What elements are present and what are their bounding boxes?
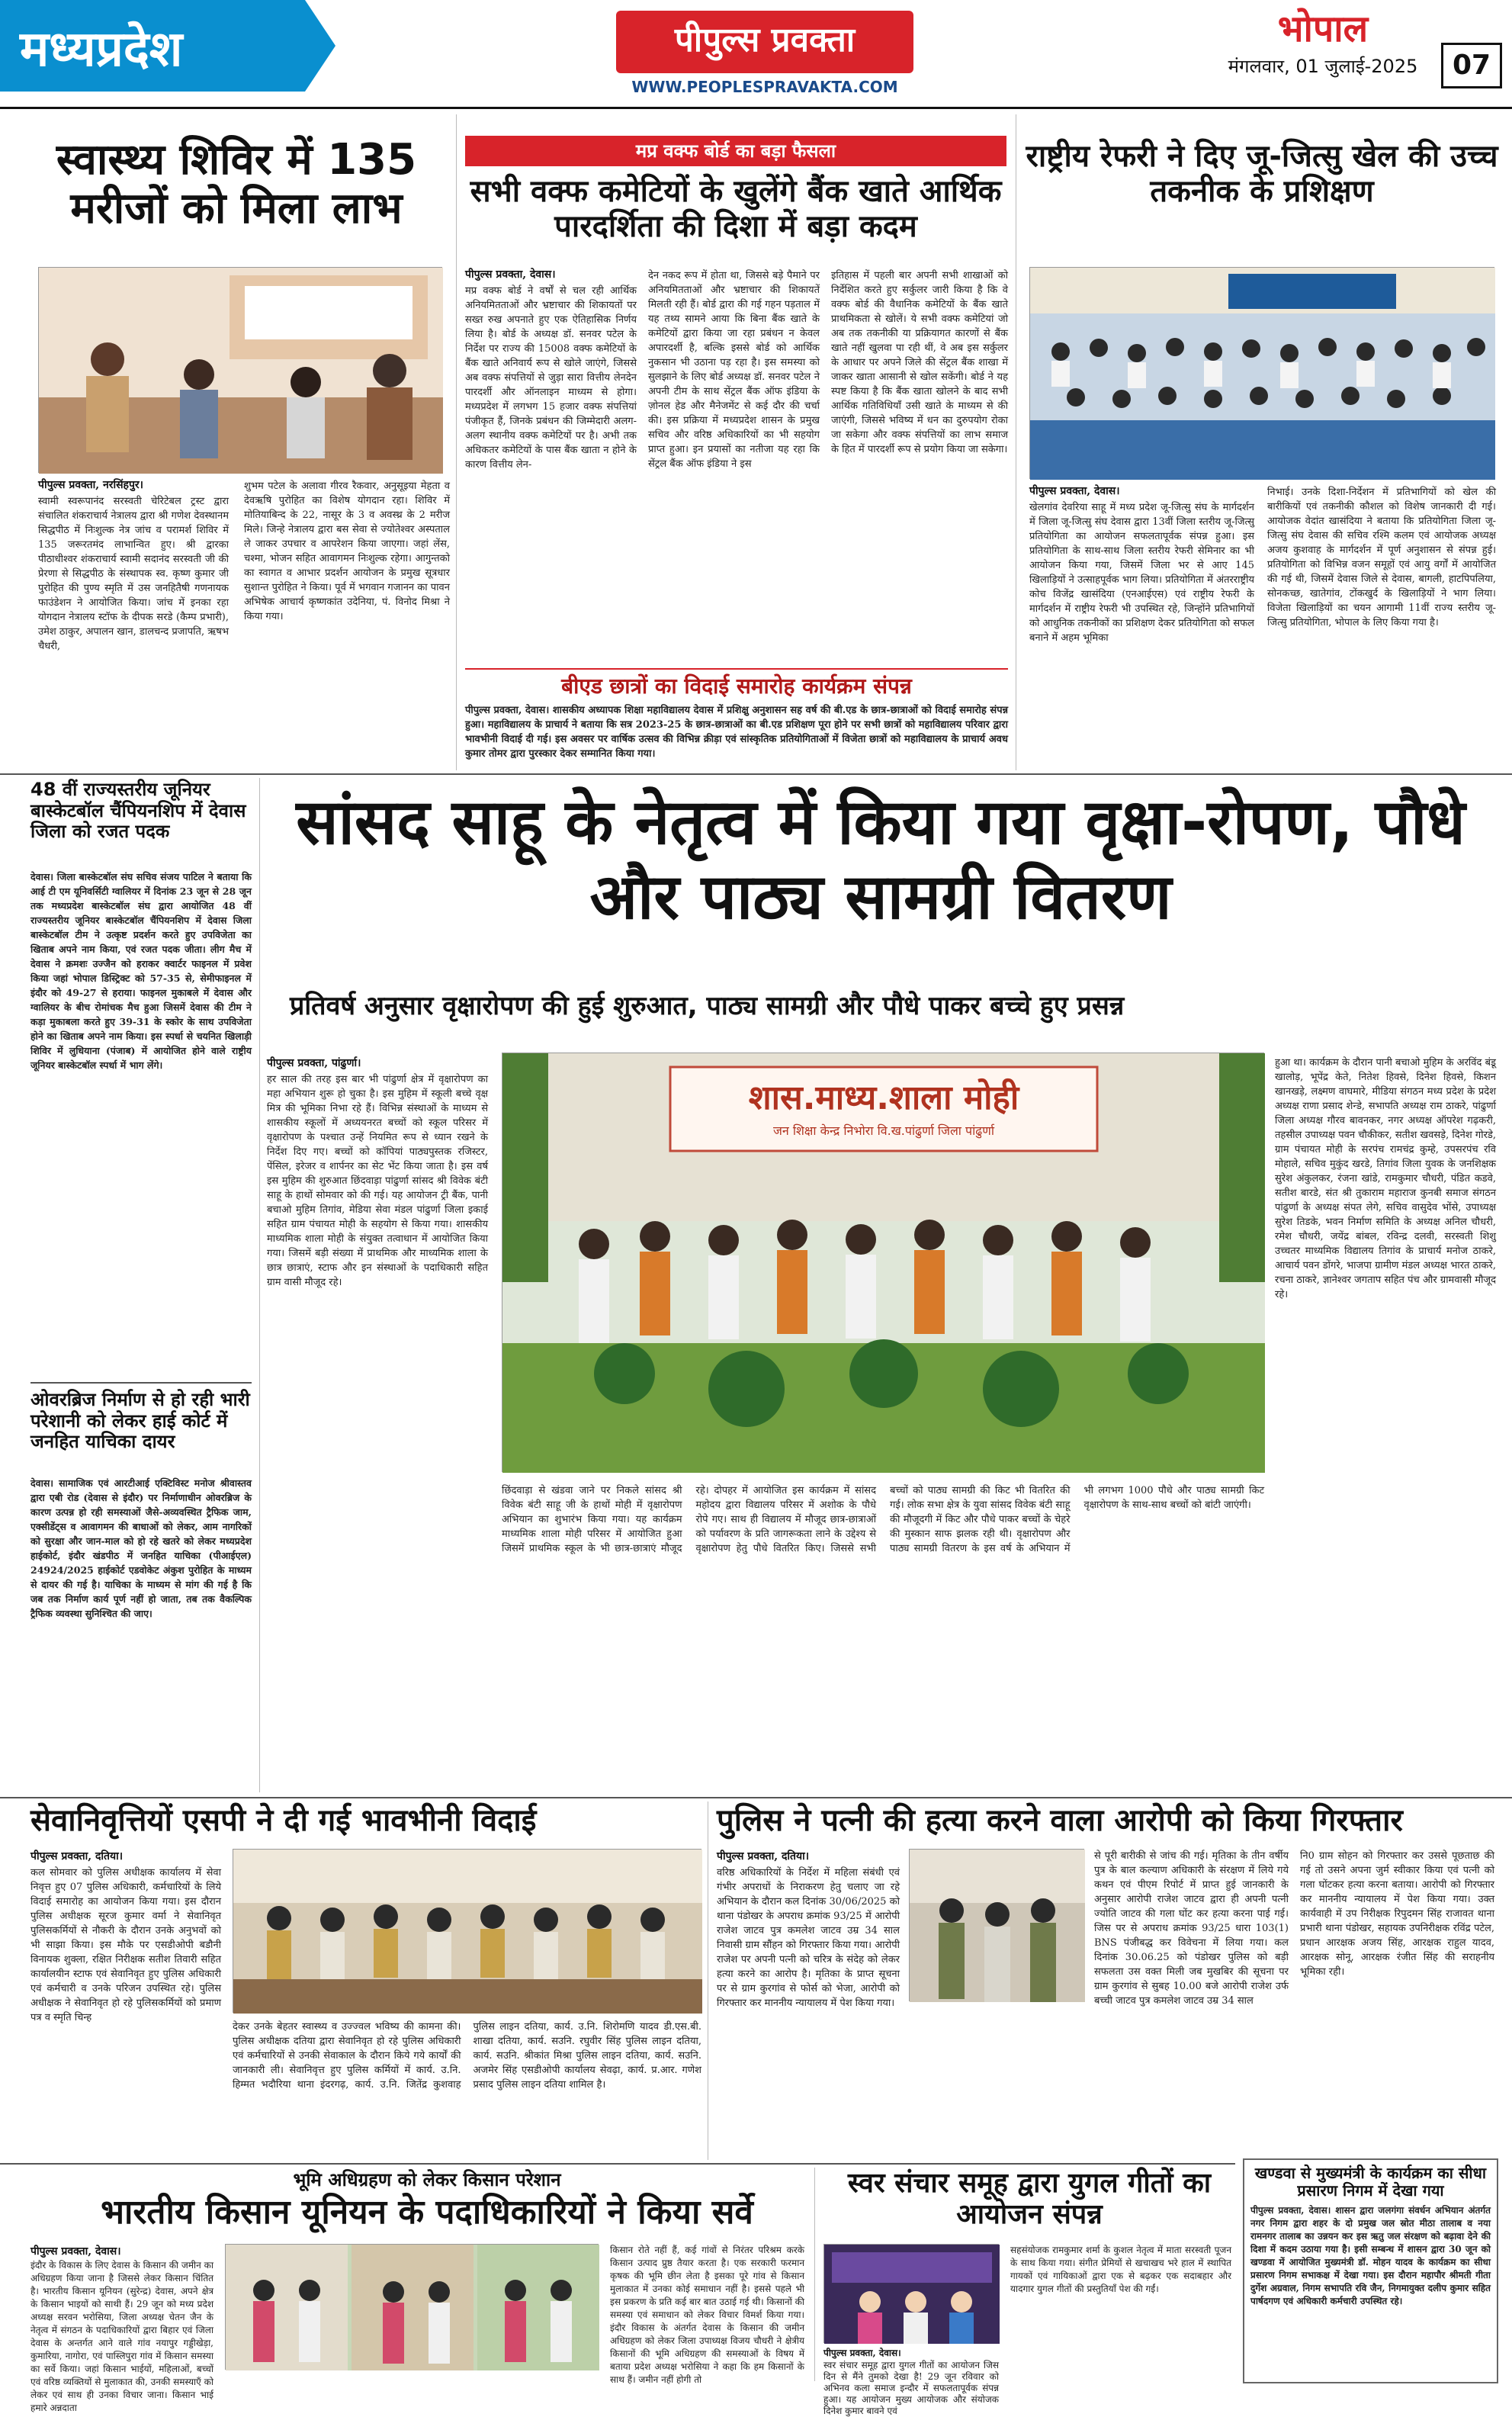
story10-dateline: पीपुल्स प्रवक्ता, देवास। bbox=[823, 2348, 901, 2358]
arrest-photo-art bbox=[910, 1850, 1085, 2002]
masthead-divider bbox=[0, 107, 1512, 109]
section-divider-2 bbox=[0, 1797, 1512, 1798]
story7-headline[interactable]: सेवानिवृत्तियों एसपी ने दी गई भावभीनी विदाई bbox=[30, 1803, 537, 1838]
story1-col2: शुभम पटेल के अलावा गीरव रैकवार, अनुसूइया मेहता व देवऋषि पुरोहित का विशेष योगदान रहा। शिविर में मोतियाबिन्द के 22, नासूर के 3 व अवस्थ्र के 2 मरीज मिले। जिन्हे नेत्रालय द्वारा बस सेवा से ज्योतेश्वर अस्पताल ले जाकर उपचार व आपरेशन किया जाएगा। जहां लेंस, चश्मा, भोजन सहित आवागमन निःशुल्क रहेगा। आगुन्तको का स्वागत व आभार प्रदर्शन आयोजन के प्रमुख सूत्रधार सुशान्त पुरोहित ने किया। पूर्व में भगवान गजानन का पावन अभिषेक आचार्य कृष्णकांत उदेनिया, पं. विनोद मिश्रा ने किया गया। bbox=[244, 481, 450, 622]
farmers-union-photo bbox=[225, 2244, 599, 2370]
story9-headline[interactable]: भारतीय किसान यूनियन के पदाधिकारियों ने किया सर्वे bbox=[101, 2193, 753, 2232]
story8-headline[interactable]: पुलिस ने पत्नी की हत्या करने वाला आरोपी को किया गिरफ्तार bbox=[717, 1803, 1403, 1838]
lead-col3: हुआ था। कार्यक्रम के दौरान पानी बचाओ मुहिम के अरविंद बंडू खालोड़, भूपेंद्र केते, नितेश हिवसे, दिनेश हिवसे, किशन खानखड़े, लक्ष्मण वाघमारे, मीडिया संगठन मध्य प्रदेश के प्रदेश अध्यक्ष राणा प्रसाद शेन्डे, सभापति अध्यक्ष राम ठाकरे, पांढुर्णा जिला अध्यक्ष गौरव बावनकर, नगर अध्यक्ष ऑपरेश गढ़करी, तहसील उपाध्यक्ष पवन चौकीकर, सतीश खवसड़े, दिनेश गोरडे, ग्राम पंचायत मोही के सरपंच रामचंद्र कुम्हे, उपसरपंच रवि मोहाले, सचिव मुकुंद खरडे, तिगांव जिला युवक के जनशिक्षक सुरेश अंकुलकर, रंजना खांडे, रामकुमार चौधरी, पंडित कडवे, सतीश बारडे, संत श्री तुकाराम महाराज कुनबी समाज संगठन पांढुर्णा के अध्यक्ष संपत लेगे, सचिव वासुदेव भोंसे, उपाध्यक्ष सुरेश तिडके, भवन निर्माण समिति के अध्यक्ष अनिल चौधरी, रमेश चौधरी, जयेंद्र बांबल, रविन्द्र दलवी, सरस्वती शिशु उच्चतर माध्यमिक विद्यालय तिगांव के प्राचार्य मनोज ठाकरे, आचार्य पवन डोंगरे, भाजपा ग्रामीण मंडल अध्यक्ष भारत ठाकरे, रचना ठाकरे, ज्ञानेश्वर जगताप सहित पंच और ग्रामवासी मौजूद रहे। bbox=[1275, 1057, 1496, 1300]
story6-headline[interactable]: ओवरब्रिज निर्माण से हो रही भारी परेशानी को लेकर हाई कोर्ट में जनहित याचिका दायर bbox=[30, 1389, 250, 1453]
newspaper-name: पीपुल्स प्रवक्ता bbox=[674, 21, 856, 59]
story11-headline[interactable]: खण्डवा से मुख्यमंत्री के कार्यक्रम का सीधा प्रसारण निगम में देखा गया bbox=[1254, 2164, 1487, 2200]
lead-dateline: पीपुल्स प्रवक्ता, पांढुर्णा। bbox=[267, 1057, 361, 1069]
story8-col3: नि0 ग्राम सोहन को गिरफ्तार कर उससे पूछताछ की गई तो उसने अपना जुर्म स्वीकार किया एवं पत्नी को गला घोंटकर हत्या करना बताया। आरोपी को गिरफ्तार कर माननीय न्यायालय में पेश किया गया। उक्त कार्यवाही में उप निरीक्षक रिपुदमन सिंह राजावत थाना प्रभारी थाना पंडोखर, सहायक उपनिरीक्षक रविंद्र पटेल, प्रधान आरक्षक अजय सिंह, आरक्षक राहुल यादव, आरक्षक सोनू, आरक्षक रंजीत सिंह की सराहनीय भूमिका रही। bbox=[1300, 1850, 1494, 1978]
section-divider-1 bbox=[0, 773, 1512, 775]
music-event-photo bbox=[823, 2244, 999, 2343]
story4-headline[interactable]: राष्ट्रीय रेफरी ने दिए जू-जित्सु खेल की उच्च तकनीक के प्रशिक्षण bbox=[1026, 139, 1498, 209]
story7-dateline: पीपुल्स प्रवक्ता, दतिया। bbox=[30, 1850, 124, 1863]
story2-kicker: मप्र वक्फ बोर्ड का बड़ा फैसला bbox=[465, 136, 1006, 166]
story2-col3: इतिहास में पहली बार अपनी सभी शाखाओं को निर्देशित करते हुए सर्कुलर जारी किया है कि वे वक्फ बोर्ड की वैधानिक कमेटियों के बैंक खाते प्राथमिकता से खोलें। ये सभी वक्फ कमेटियां जो अब तक तकनीकी या प्रक्रियागत कारणों से बैंक खाते नहीं खुलवा पा रही थीं, वे अब इस सर्कुलर के आधार पर अपने जिले की सेंट्रल बैंक शाखा में जाकर खाता आसानी से खोल सकेंगी। बोर्ड ने यह स्पष्ट किया है कि बैंक खाता खोलने के बाद सभी आर्थिक गतिविधियाँ उसी खाते के माध्यम से की जाएंगी, जिससे भविष्य में धन का दुरुपयोग रोका जा सकेगा और वक्फ संपत्तियों का लाभ समाज के हित में पारदर्शी रूप से प्रयोग किया जा सकेगा। bbox=[831, 270, 1008, 455]
lead-col2: छिंदवाड़ा से खंडवा जाने पर निकले सांसद श्री विवेक बंटी साहू जी के हाथों मोही में वृक्षारोपण अभियान का शुभारंभ किया गया। यह कार्यक्रम माध्यमिक शाला मोही परिसर में आयोजित हुआ जिसमें प्राथमिक स्कूल के भी छात्र-छात्राएं मौजूद रहे। दोपहर में आयोजित इस कार्यक्रम में सांसद महोदय द्वारा विद्यालय परिसर में अशोक के पौधे रोपे गए। साथ ही विद्यालय में मौजूद छात्र-छात्राओं को पर्यावरण के प्रति जागरूकता लाने के उद्देश्य से वृक्षारोपण हेतु पौधे वितरित किए। जिससे सभी बच्चों को पाठ्य सामग्री की किट भी वितरित की गई। लोक सभा क्षेत्र के युवा सांसद विवेक बंटी साहू की मौजूदगी में किट और पौधे पाकर बच्चों के चेहरे की मुस्कान साफ झलक रही थी। वृक्षारोपण और पाठ्य सामग्री वितरण के इस वर्ष के अभियान में भी लगभग 1000 पौधे और पाठ्य सामग्री किट वृक्षारोपण के साथ-साथ बच्चों को बांटी जाएंगी। bbox=[502, 1485, 1264, 1554]
arrest-photo bbox=[909, 1849, 1084, 2001]
column-rule-5 bbox=[814, 2168, 815, 2381]
farewell-ceremony-photo bbox=[233, 1849, 701, 2013]
story9-col1: इंदौर के विकास के लिए देवास के किसान की जमीन का अधिग्रहण किया जाना है जिससे लेकर किसान चिंतित है। भारतीय किसान यूनियन (सुरेन्द्र) देवास, अपने क्षेत्र के किसान भाइयों को साथी हैं। 29 जून को मध्य प्रदेश अध्यक्ष सरवन भरोसिया, जिला अध्यक्ष चेतन जैन के नेतृत्व में संगठन के पदाधिकारियों द्वारा बिहार एवं जिला देवास के अन्तर्गत आने वाले गांव नयापुर गड्डीखेड़ा, कुमारिया, नागोरा, एवं पास्लिपुरा गांव में किसान समस्या का सर्वे किया। जहां किसान भाईयों, महिलाओं, बच्चों एवं वरिष्ठ व्यक्तियों से मुलाकात की, उनकी समस्याएँ को लेकर एवं साथ ही उनका विचार जाना। किसान भाई हमारे अन्नदाता bbox=[30, 2260, 213, 2413]
column-rule-3 bbox=[259, 778, 260, 1792]
story1-dateline: पीपुल्स प्रवक्ता, नरसिंहपुर। bbox=[38, 479, 143, 491]
story2-dateline: पीपुल्स प्रवक्ता, देवास। bbox=[465, 268, 556, 281]
health-camp-photo bbox=[38, 267, 442, 473]
story3-box bbox=[465, 668, 1008, 763]
story2-headline[interactable]: सभी वक्फ कमेटियों के खुलेंगे बैंक खाते आर्थिक पारदर्शिता की दिशा में बड़ा कदम bbox=[470, 174, 1002, 244]
school-sign-subtext: जन शिक्षा केन्द्र निभोरा वि.ख.पांढुर्णा जिला पांढुर्णा bbox=[773, 1123, 994, 1138]
section-divider-3 bbox=[0, 2163, 1235, 2165]
school-sign-text: शास.माध्य.शाला मोही bbox=[748, 1078, 1019, 1117]
jujitsu-training-photo-art bbox=[1030, 268, 1495, 480]
story2-col2: देन नकद रूप में होता था, जिससे बड़े पैमाने पर अनियमितताओं और भ्रष्टाचार की शिकायतें मिलती रही हैं। बोर्ड द्वारा की गई गहन पड़ताल में यह तथ्य सामने आया कि बिना बैंक खाते के कमेटियों द्वारा किया जा रहा प्रबंधन न केवल अपारदर्शी है, बल्कि इससे बोर्ड को आर्थिक नुकसान भी उठाना पड़ रहा है। इस समस्या को सुलझाने के लिए बोर्ड अध्यक्ष डॉ. सनवर पटेल ने अपनी टीम के साथ सेंट्रल बैंक ऑफ इंडिया के ज़ोनल हेड और मैनेजमेंट से कई दौर की चर्चा की। इस प्रक्रिया में मध्यप्रदेश शासन के प्रमुख सचिव और वरिष्ठ अधिकारियों का भी सहयोग प्राप्त हुआ। इन प्रयासों का नतीजा यह रहा कि सेंट्रल बैंक ऑफ इंडिया ने इस bbox=[648, 270, 820, 470]
story5-text: देवास। जिला बास्केटबॉल संघ सचिव संजय पाटिल ने बताया कि आई टी एम यूनिवर्सिटी ग्वालियर में दिनांक 23 जून से 28 जून तक मध्यप्रदेश बास्केटबॉल संघ द्वारा आयोजित 48 वीं राज्यस्तरीय जूनियर बास्केटबॉल चैंपियनशिप में देवास जिला बास्केटबॉल टीम ने उत्कृष्ट प्रदर्शन करते हुए उपविजेता का खिताब अपने नाम किया, एवं रजत पदक जीता। लीग मैच में देवास ने क्रमशः उज्जैन को हराकर क्वार्टर फाइनल में प्रवेश किया जहां भोपाल डिस्ट्रिक्ट को 57-35 से, सेमीफाइनल में इंदौर को 49-27 से हराया। फाइनल मुकाबले में देवास और ग्वालियर के बीच रोमांचक मैच हुआ जिसमें देवास की टीम ने कड़ा मुकाबला करते हुए 39-31 के स्कोर के साथ उपविजेता होने का खिताब अपने नाम किया। इस स्पर्धा से चयनित खिलाड़ी शिविर में लुधियाना (पंजाब) में आयोजित होने वाले राष्ट्रीय जूनियर बास्केटबॉल स्पर्धा में भाग लेंगे। bbox=[30, 871, 252, 1071]
story8-col2: से पूरी बारीकी से जांच की गई। मृतिका के तीन वर्षीय पुत्र के बाल कल्याण अधिकारी के संरक्षण में लिये गये कथन एवं पीएम रिपोर्ट में प्राप्त हुई जानकारी के अनुसार आरोपी राजेश जाटव द्वारा ही अपनी पत्नी ज्योति जाटव की गला घोंट कर हत्या करना पाई गई। जिस पर से अपराध क्रमांक 93/25 धारा 103(1) BNS पंजीबद्ध कर विवेचना में लिया गया। कल दिनांक 30.06.25 को पंडोखर पुलिस को बड़ी सफलता उस वक्त मिली जब मुखबिर की सूचना पर ग्राम कुरगांव से सुबह 10.00 बजे आरोपी राजेश उर्फ बच्ची जाटव पुत्र कमलेश जाटव उम्र 34 साल bbox=[1094, 1850, 1289, 2007]
story9-kicker: भूमि अधिग्रहण को लेकर किसान परेशान bbox=[46, 2168, 808, 2192]
website-url[interactable]: WWW.PEOPLESPRAVAKTA.COM bbox=[631, 78, 898, 96]
story3-text: पीपुल्स प्रवक्ता, देवास। शासकीय अध्यापक शिक्षा महाविद्यालय देवास में प्रशिक्षु अनुशासन सह वर्ष की बी.एड के छात्र-छात्राओं को विदाई समारोह संपन्न हुआ। महाविद्यालय के प्राचार्य ने बताया कि सत्र 2023-25 के छात्र-छात्राओं का बी.एड प्रशिक्षण पूरा होने पर सभी छात्रों को महाविद्यालय परिवार द्वारा भावभीनी विदाई दी गई। इस अवसर पर वार्षिक उत्सव की विभिन्न क्रीड़ा एवं सांस्कृतिक प्रतियोगिताओं में विजेता छात्रों को महाविद्यालय के प्राचार्य अवध कुमार तोमर द्वारा पुरस्कार देकर सम्मानित किया गया। bbox=[465, 705, 1008, 760]
sidebar-divider bbox=[30, 1382, 252, 1384]
story1-headline[interactable]: स्वास्थ्य शिविर में 135 मरीजों को मिला लाभ bbox=[56, 135, 417, 234]
page-number: 07 bbox=[1441, 43, 1502, 88]
story9-dateline: पीपुल्स प्रवक्ता, देवास। bbox=[30, 2245, 121, 2258]
edition-city: भोपाल bbox=[1277, 8, 1369, 50]
tree-plantation-photo bbox=[502, 1053, 1264, 1472]
health-camp-photo-art bbox=[39, 268, 443, 474]
section-title: मध्यप्रदेश bbox=[20, 21, 183, 78]
newspaper-logo[interactable] bbox=[616, 11, 913, 73]
story7-col1: कल सोमवार को पुलिस अधीक्षक कार्यालय में सेवा निवृत्त हुए 07 पुलिस अधिकारी, कर्मचारियों के लिये विदाई समारोह का आयोजन किया गया। इस दौरान पुलिस अधीक्षक सूरज कुमार वर्मा ने सेवानिवृत पुलिसकर्मियों से नौकरी के दौरान उनके अनुभवों को भी साझा किया। इस मौके पर एसडीओपी बडौनी विनायक शुक्ला, रक्षित निरीक्षक सतीश तिवारी सहित कार्यालयीन स्टाफ एवं सेवानिवृत हुए पुलिस अधिकारी एवं कर्मचारी व उनके परिजन उपस्थित रहे। पुलिस अधीक्षक ने सेवानिवृत हो रहे पुलिसकर्मियों को प्रमाण पत्र व स्मृति चिन्ह bbox=[30, 1867, 221, 2023]
publication-date: मंगलवार, 01 जुलाई-2025 bbox=[1228, 56, 1418, 77]
story7-col2: देकर उनके बेहतर स्वास्थ्य व उज्ज्वल भविष्य की कामना की। पुलिस अधीक्षक दतिया द्वारा सेवानिवृत हो रहे पुलिस अधिकारी एवं कर्मचारियों से उनकी सेवाकाल के दौरान किये गये कार्यों की जानकारी ली। सेवानिवृत्त हुए पुलिस कर्मियों में कार्य. उ.नि. हिम्मत भदौरिया थाना इंदरगढ़, कार्य. उ.नि. जितेंद्र कुशवाह पुलिस लाइन दतिया, कार्य. उ.नि. शिरोमणि यादव डी.एस.बी. शाखा दतिया, कार्य. सउनि. रघुवीर सिंह पुलिस लाइन दतिया, कार्य. सउनि. श्रीकांत मिश्रा पुलिस लाइन दतिया, कार्य. सउनि. अजमेर सिंह एसडीओपी कार्यालय सेवढ़ा, कार्य. प्र.आर. गणेश प्रसाद पुलिस लाइन दतिया शामिल है। bbox=[233, 2021, 701, 2091]
lead-col1: हर साल की तरह इस बार भी पांढुर्णा क्षेत्र में वृक्षारोपण का महा अभियान शुरू हो चुका है। इस मुहिम में स्कूली बच्चे वृक्ष मित्र की भूमिका निभा रहे हैं। विभिन्न संस्थाओं के माध्यम से शासकीय स्कूलों में अध्ययनरत बच्चों को स्कूल परिसर में वृक्षारोपण के पश्चात उन्हें नियमित रूप से ध्यान रखने के निर्देश दिए गए। बच्चों को कॉपियां पाठ्यपुस्तक रजिस्टर, पेंसिल, इरेजर व शार्पनर का सेट भेंट किया जाता है। इस वर्ष इस मुहिम की शुरुआत छिंदवाड़ा पांढुर्णा सांसद श्री विवेक बंटी साहू के हाथों सोमवार को की गई। यह आयोजन ट्री बैंक, पानी बचाओ मुहिम तिगांव, मेडिया सेवा मंडल पांढुर्णा जिला इकाई सहित ग्राम पंचायत मोही के सहयोग से किया गया। शासकीय माध्यमिक शाला मोही के संयुक्त तत्वाधान में आयोजित किया गया। जिसमें बड़ी संख्या में प्राथमिक और माध्यमिक शाला के छात्र छात्राएं, स्टाफ और इन संस्थाओं के पदाधिकारी सहित ग्राम वासी मौजूद रहे। bbox=[267, 1074, 488, 1288]
lead-deck: प्रतिवर्ष अनुसार वृक्षारोपण की हुई शुरुआत, पाठ्य सामग्री और पौधे पाकर बच्चे हुए प्रसन्न bbox=[290, 991, 1125, 1021]
story1-col1: स्वामी स्वरूपानंद सरस्वती चेरिटेबल ट्रस्ट द्वारा संचालित शंकराचार्य नेत्रालय द्वारा श्री गणेश देवस्थानम सिद्धपीठ में निःशुल्क नेत्र जांच व परामर्श शिविर में 135 जरूरतमंद लाभान्वित हुए। श्री द्वारका पीठाधीश्वर शंकराचार्य स्वामी सदानंद सरस्वती जी की प्रेरणा से सिद्धपीठ के संस्थापक स्व. कृष्ण कुमार जी पुरोहित की पुण्य स्मृति में उस जनहितैषी गणनायक फाउंडेशन ने आयोजित किया। जांच में इनका रहा योगदान नेत्रालय स्टॉफ के दीपक सरडे (कैम्प प्रभारी), उमेश ठाकुर, अपालन खान, डालचन्द प्रजापति, ऋषभ चैधरी, bbox=[38, 496, 229, 652]
story10-col2: सहसंयोजक रामकुमार शर्मा के कुशल नेतृत्व में माता सरस्वती पूजन के साथ किया गया। संगीत प्रेमियों से खचाखच भरे हाल में स्थापित गायकों एवं गायिकाओं द्वारा एक से बढ़कर एक सदाबहार और यादगार युगल गीतों की प्रस्तुतियाँ पेश की गईं। bbox=[1010, 2245, 1231, 2294]
story5-headline[interactable]: 48 वीं राज्यस्तरीय जूनियर बास्केटबॉल चैंपियनशिप में देवास जिला को रजत पदक bbox=[30, 779, 246, 843]
lead-headline[interactable]: सांसद साहू के नेतृत्व में किया गया वृक्षा-रोपण, पौधे और पाठ्य सामग्री वितरण bbox=[296, 786, 1465, 934]
section-banner bbox=[0, 0, 335, 92]
column-rule-1 bbox=[456, 114, 457, 770]
story4-col2: निभाई। उनके दिशा-निर्देशन में प्रतिभागियों को खेल की बारीकियों एवं तकनीकी कौशल को विशेष जानकारी दी गई। आयोजक वेदांत खासंदिया ने बताया कि प्रतियोगिता जिला जू-जित्सु संघ देवास की सचिव रश्मि कलम एवं आयोजक अध्यक्ष अजय कुशवाह के मार्गदर्शन में पूर्ण अनुशासन से संपन्न हुई। प्रतियोगिता को विभिन्न वजन समूहों एवं आयु वर्गों में आयोजित की गई थी, जिसमें देवास जिले से देवास, बागली, हाटपिपलिया, सोनकच्छ, खातेगांव, टोंकखुर्द के खिलाड़ियों ने भाग लिया। विजेता खिलाड़ियों का चयन आगामी 11वीं राज्य स्तरीय जू-जित्सु प्रतियोगिता, भोपाल के लिए किया गया है। bbox=[1267, 487, 1496, 628]
music-event-photo-art bbox=[824, 2245, 1000, 2344]
story8-col1: वरिष्ठ अधिकारियों के निर्देश में महिला संबंधी एवं गंभीर अपराधों के निराकरण हेतु चलाए जा रहे अभियान के दौरान कल दिनांक 30/06/2025 को थाना पंडोखर के अपराध क्रमांक 93/25 में आरोपी राजेश जाटव पुत्र कमलेश जाटव उम्र 34 साल निवासी ग्राम सौंहन को गिरफ्तार किया गया। आरोपी राजेश पर अपनी पत्नी को चरित्र के संदेह को लेकर हत्या करने का आरोप है। मृतिका के प्राप्त सूचना पर से ग्राम कुरगांव से फोर्स को भेजा, आरोपी को गिरफ्तार कर माननीय न्यायालय में पेश किया गया। bbox=[717, 1867, 900, 2009]
story11-box bbox=[1243, 2158, 1498, 2383]
story10-headline[interactable]: स्वर संचार समूह द्वारा युगल गीतों का आयोजन संपन्न bbox=[847, 2168, 1212, 2231]
story3-headline[interactable]: बीएड छात्रों का विदाई समारोह कार्यक्रम संपन्न bbox=[561, 673, 912, 699]
story4-col1: खेलगांव देवरिया साहू में मध्य प्रदेश जू-जित्सु संघ के मार्गदर्शन में जिला जू-जित्सु संघ देवास द्वारा 13वीं जिला स्तरीय जू-जित्सु प्रतियोगिता का आयोजन सफलतापूर्वक संपन्न हुआ। इस प्रतियोगिता के साथ-साथ जिला स्तरीय रेफरी सेमिनार का भी आयोजन किया गया, जिसमें जिला भर से आए 145 खिलाड़ियों ने उत्साहपूर्वक भाग लिया। प्रतियोगिता में अंतरराष्ट्रीय कोच विजेंद्र खासंदिया (एनआईएस) एवं राष्ट्रीय रेफरी के मार्गदर्शन में राष्ट्रीय रेफरी भी उपस्थित रहे, जिन्होंने प्रतिभागियों को आधुनिक तकनीकों का प्रशिक्षण देकर प्रतियोगिता को सफल बनाने में अहम भूमिका bbox=[1029, 502, 1254, 644]
farmers-union-photo-art bbox=[226, 2245, 599, 2370]
jujitsu-training-photo bbox=[1029, 267, 1494, 479]
story8-dateline: पीपुल्स प्रवक्ता, दतिया। bbox=[717, 1850, 810, 1863]
story11-text: पीपुल्स प्रवक्ता, देवास। शासन द्वारा जलगंगा संवर्धन अभियान अंतर्गत नगर निगम द्वारा शहर के दो प्रमुख जल स्रोत मीठा तालाब व नया रामनगर तालाब का उन्नयन कर इस ऋतु जल संरक्षण को बढ़ावा देने की दिशा में कदम उठाया गया है। इसी सम्बन्ध में शासन द्वारा 30 जून को खण्डवा में आयोजित मुख्यमंत्री डॉ. मोहन यादव के कार्यक्रम का सीधा प्रसारण निगम सभाकक्ष में देखा गया। इस दौरान महापौर श्रीमती गीता दुर्गेश अग्रवाल, निगम सभापति रवि जैन, निगमायुक्त दलीप कुमार सहित पार्षदगण एवं अधिकारी कर्मचारी उपस्थित रहे। bbox=[1250, 2205, 1491, 2306]
story6-text: देवास। सामाजिक एवं आरटीआई एक्टिविस्ट मनोज श्रीवास्तव द्वारा एबी रोड (देवास से इंदौर) पर निर्माणाधीन ओवरब्रिज के कारण उत्पन्न हो रही समस्याओं जैसे-अव्यवस्थित ट्रैफिक जाम, एक्सीडेंट्स व आवागमन की बाधाओं को लेकर, आम नागरिकों को सुरक्षा और जान-माल को हो रहे खतरे को लेकर मध्यप्रदेश हाईकोर्ट, इंदौर खंडपीठ में जनहित याचिका (पीआईएल) 24924/2025 हाईकोर्ट एडवोकेट अंकुश पुरोहित के माध्यम से दायर की गई है। याचिका के माध्यम से मांग की गई है कि जब तक निर्माण कार्य पूर्ण नहीं हो जाता, तब तक वैकल्पिक ट्रैफिक व्यवस्था सुनिश्चित की जाए। bbox=[30, 1477, 252, 1619]
story2-col1: मप्र वक्फ बोर्ड ने वर्षों से चल रही आर्थिक अनियमितताओं और भ्रष्टाचार की शिकायतों पर सख्त रुख अपनाते हुए एक ऐतिहासिक निर्णय लिया है। बोर्ड के अध्यक्ष डॉ. सनवर पटेल के निर्देश पर राज्य की 15008 वक्फ कमेटियों के बैंक खाते अनिवार्य रूप से खोले जाएंगे, जिससे अब वक्फ संपत्तियों से जुड़ा सारा वित्तीय लेनदेन पारदर्शी और ऑनलाइन माध्यम से होगा। मध्यप्रदेश में लगभग 15 हजार वक्फ संपत्तियां पंजीकृत हैं, जिनके प्रबंधन की जिम्मेदारी अलग-अलग स्थानीय वक्फ कमेटियों पर है। अभी तक अधिकतर कमेटियों के पास बैंक खाता न होने के कारण वित्तीय लेन- bbox=[465, 285, 637, 471]
story10-col1: स्वर संचार समूह द्वारा युगल गीतों का आयोजन जिस दिन से मैंने तुमको देखा है! 29 जून रविवार को अभिनव कला समाज इन्दौर में सफलतापूर्वक संपन्न हुआ। यह आयोजन मुख्य आयोजक और संयोजक दिनेश कुमार बावने एवं bbox=[823, 2360, 999, 2416]
story9-col3: किसान रोते नहीं हैं, कई गांवों से निरंतर परिश्रम करके किसान उत्पाद प्रुष्ठ तैयार करता है। एक सरकारी फरमान कृषक की भूमि छीन लेता है इसका पूरे गांव से किसान मुलाकात में उनका कोई समाधान नहीं है। इससे पहले भी इस प्रकरण के प्रति कई बार बात उठाई गई थी। किसानों की समस्या एवं समाधान को लेकर विचार विमर्श किया गया। इंदौर विकास के अंतर्गत देवास के किसान की जमीन अधिग्रहण को लेकर जिला उपाध्यक्ष विजय चौधरी ने क्षेत्रीय किसानों की भूमि अधिग्रहण की समस्याओं के विषय में बताया प्रदेश अध्यक्ष भरोसिया ने कहा कि हम किसानों के साथ हैं। जमीन नहीं होगी तो bbox=[610, 2245, 804, 2385]
farewell-ceremony-photo-art bbox=[233, 1850, 702, 2014]
story4-dateline: पीपुल्स प्रवक्ता, देवास। bbox=[1029, 485, 1120, 497]
